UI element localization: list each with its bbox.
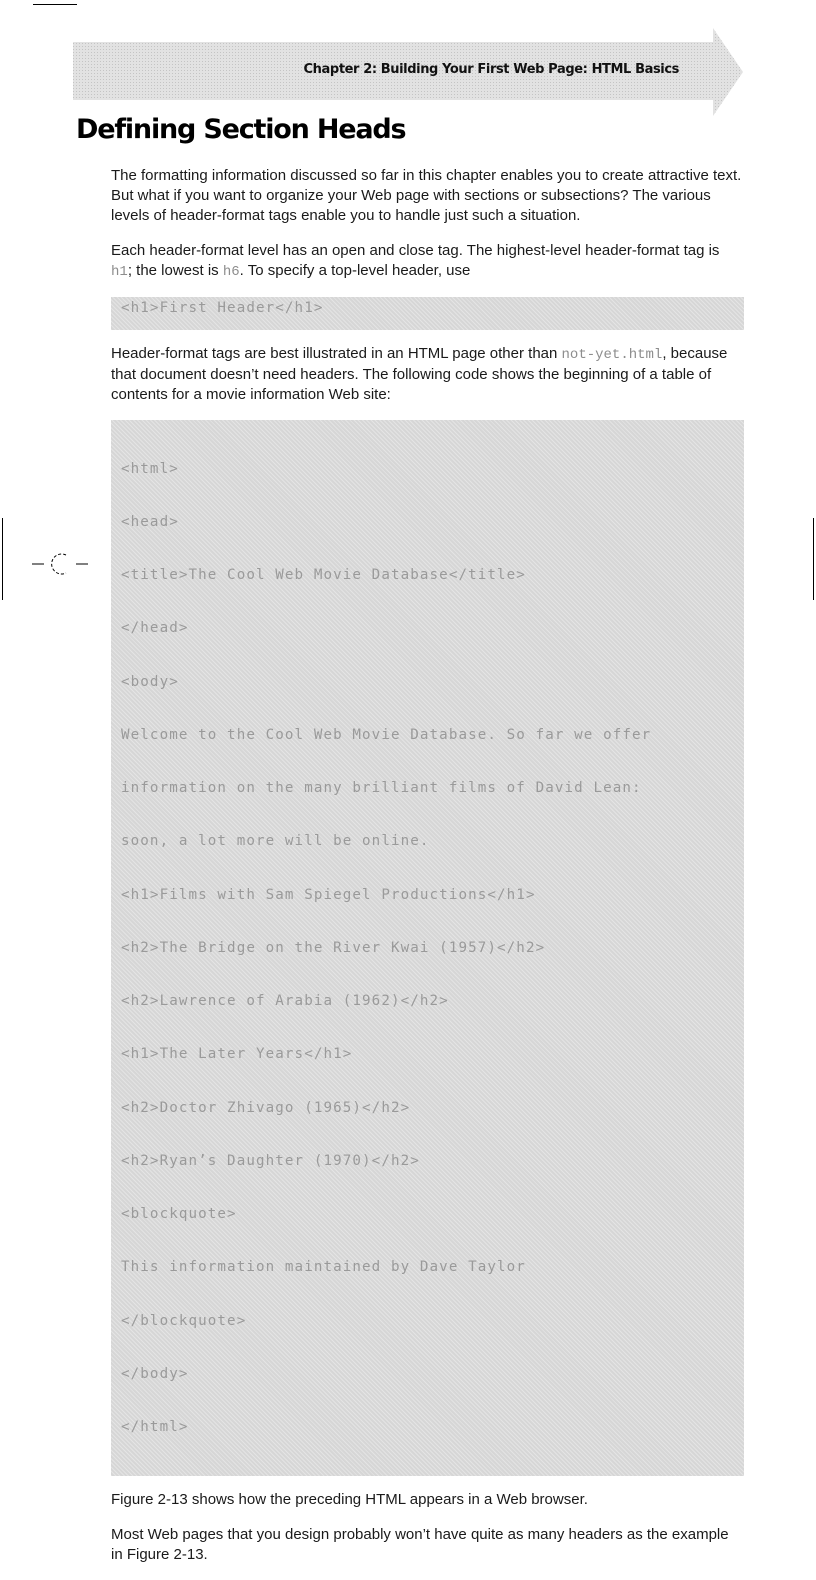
section-heading: Defining Section Heads <box>76 114 406 145</box>
paragraph-intro: The formatting information discussed so far in this chapter enables you to create attractive text. But what if you want to organize your Web page with sections or subsections? The various levels of header-format tags enable you to handle just such a situation. <box>111 167 742 224</box>
inline-code-filename: not-yet.html <box>561 347 663 363</box>
registration-mark-icon <box>32 549 92 579</box>
chapter-banner <box>73 28 743 118</box>
code-line: soon, a lot more will be online. <box>121 833 430 850</box>
code-block-movie-database <box>111 420 744 1476</box>
inline-code-h6: h6 <box>222 264 240 280</box>
code-line: This information maintained by Dave Taylor <box>121 1259 526 1276</box>
paragraph-text: ; the lowest is <box>127 262 223 279</box>
code-line: <h1>The Later Years</h1> <box>121 1046 353 1063</box>
code-line: </head> <box>121 620 189 637</box>
code-line: </html> <box>121 1419 189 1435</box>
paragraph-text: Header-format tags are best illustrated in an HTML page other than <box>111 345 562 362</box>
code-line: <blockquote> <box>121 1206 237 1222</box>
code-line: information on the many brilliant films of David Lean: <box>121 780 642 796</box>
paragraph-header-levels <box>111 241 744 282</box>
code-line: <html> <box>121 460 179 477</box>
paragraph-text: Each header-format level has an open and close tag. The highest-level header-format tag is <box>111 242 720 259</box>
code-line: <h2>Lawrence of Arabia (1962)</h2> <box>121 993 449 1009</box>
code-line: <h1>First Header</h1> <box>121 300 324 316</box>
code-line: <h2>Ryan’s Daughter (1970)</h2> <box>121 1152 420 1169</box>
paragraph-figure-reference: Figure 2-13 shows how the preceding HTML appears in a Web browser. <box>111 1491 588 1509</box>
code-line: <h2>Doctor Zhivago (1965)</h2> <box>121 1099 411 1116</box>
code-line: <title>The Cool Web Movie Database</title> <box>121 567 526 583</box>
code-line: Welcome to the Cool Web Movie Database. So far we offer <box>121 726 652 743</box>
code-line: <h2>The Bridge on the River Kwai (1957)</h2> <box>121 939 546 956</box>
code-line: <body> <box>121 673 179 690</box>
code-block-first-header <box>111 297 744 330</box>
paragraph-header-illustration <box>111 344 744 405</box>
inline-code-h1: h1 <box>111 264 128 280</box>
registration-line-right <box>813 518 814 600</box>
crop-mark <box>33 4 77 5</box>
main-content <box>111 166 744 1580</box>
paragraph-text: , because that document doesn’t need headers. The following code shows the beginning of a table of contents for a movie information Web site: <box>111 345 728 403</box>
paragraph-conclusion: Most Web pages that you design probably won’t have quite as many headers as the example in Figure 2-13. <box>111 1526 729 1564</box>
code-line: <head> <box>121 513 179 530</box>
code-line: </blockquote> <box>121 1312 247 1329</box>
registration-line-left <box>2 518 3 600</box>
code-line: <h1>Films with Sam Spiegel Productions</h1> <box>121 886 536 903</box>
code-line: </body> <box>121 1365 189 1382</box>
paragraph-text: . To specify a top-level header, use <box>239 262 471 279</box>
chapter-title: Chapter 2: Building Your First Web Page: HTML Basics <box>303 62 679 77</box>
